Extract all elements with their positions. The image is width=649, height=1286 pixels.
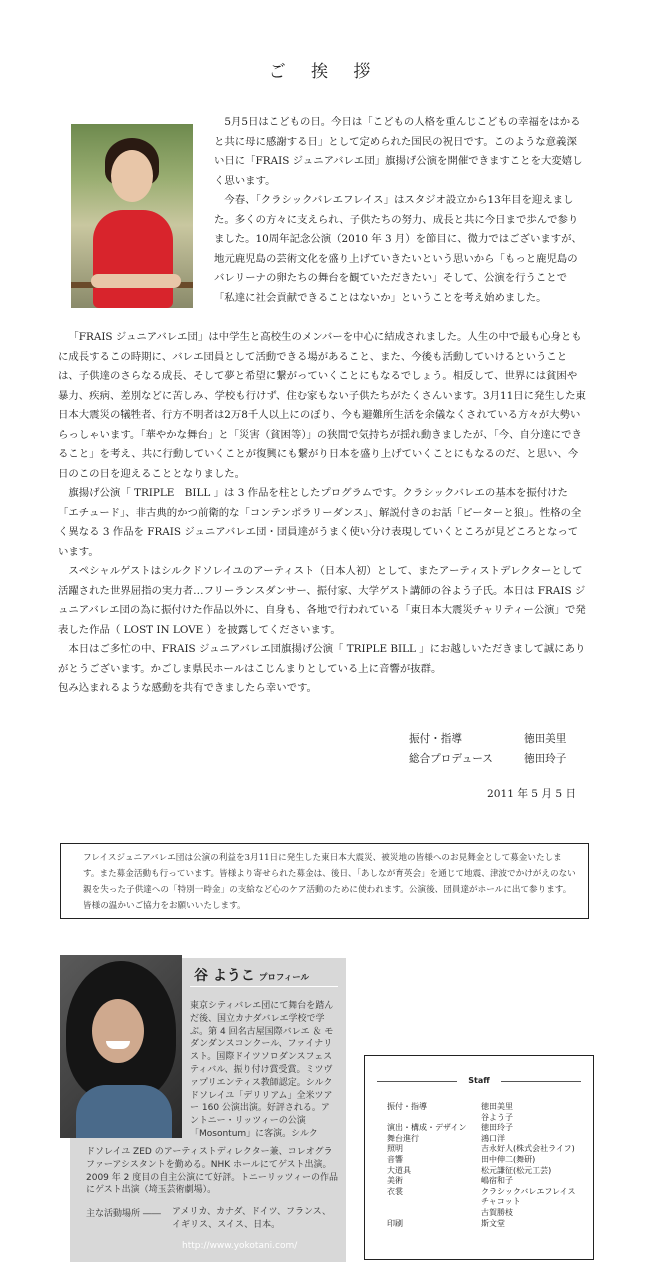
- greeting-paragraph: 旗揚げ公演「 TRIPLE BILL 」は 3 作品を柱としたプログラムです。クラシックバレエの基本を振付けた「エチュード」、非古典的かつ前衛的な「コンテンポラリーダンス」、解説付きのお話「ピーターと狼」。性格の全く異なる 3 作品を FRAIS ジュニアバレエ団・団員達がうまく使い分け表現していくところが見どころとなっています。: [58, 487, 582, 558]
- staff-row: [387, 1197, 587, 1208]
- donation-notice: フレイスジュニアバレエ団は公演の利益を3月11日に発生した東日本大震災、被災地の皆様へのお見舞金として募金いたします。また募金活動も行っています。皆様より寄せられた募金は、後日、「あしなが育英会」を通じて地震、津波でかけがえのない親を失った子供達への「特別一時金」の支給など心のケア活動のために使われます。公演後、団員達がホールに出て参ります。皆様の温かいご協力をお願いいたします。: [60, 843, 589, 919]
- staff-name: 谷よう子: [481, 1112, 513, 1122]
- staff-role: 印刷: [387, 1218, 403, 1228]
- staff-row: [387, 1123, 587, 1134]
- profile-bio: 東京シティバレエ団にて舞台を踏んだ後、国立カナダバレエ学校で学ぶ。第 4 回名古屋国際バレエ ＆ モダンダンスコンクール、ファイナリスト。国際ドイツソロダンスフェスティバル、振り付け賞受賞。ミツヴァプリエンティス教師認定。シルクドソレイユ「デリリアム」全米ツアー 160 公演出演。好評される。アントニー・リッツィーの公演「Mosontum」に客演。シルク: [190, 1001, 334, 1139]
- staff-name: 嶋宿和子: [481, 1176, 513, 1186]
- signature-role: 振付・指導: [409, 733, 462, 745]
- staff-role: 振付・指導: [387, 1102, 427, 1111]
- greeting-paragraph: 5月5日はこどもの日。今日は「こどもの人格を重んじこどもの幸福をはかると共に母に感謝する日」として定められた国民の祝日です。このような意義深い日に「FRAIS ジュニアバレエ団」旗揚げ公演を開催できますことを大変嬉しく思います。: [214, 116, 583, 187]
- date: 2011 年 5 月 5 日: [487, 788, 577, 800]
- profile-label: プロフィール: [258, 973, 310, 983]
- staff-role: 衣裳: [387, 1186, 403, 1196]
- staff-name: 田中伸二(舞研): [481, 1154, 536, 1164]
- staff-role: [387, 1208, 481, 1219]
- guest-photo: [60, 955, 182, 1138]
- staff-name: 松元謙征(松元工芸): [481, 1165, 552, 1175]
- staff-heading: Staff: [377, 1076, 581, 1085]
- staff-role: [387, 1197, 481, 1208]
- greeting-main: [58, 328, 586, 699]
- staff-name: チャコット: [481, 1197, 521, 1207]
- staff-name: 徳田美里: [481, 1102, 513, 1111]
- staff-role: [387, 1113, 481, 1124]
- greeting-paragraph: 包み込まれるような感動を共有できましたら幸いです。: [58, 682, 317, 694]
- staff-name: 徳田玲子: [481, 1123, 513, 1133]
- activities-list: アメリカ、カナダ、ドイツ、フランス、イギリス、スイス、日本。: [172, 1207, 331, 1230]
- staff-role: 舞台進行: [387, 1133, 419, 1143]
- ballerina-photo: [71, 124, 193, 308]
- signature-name: 徳田玲子: [524, 753, 567, 765]
- profile-name: [194, 965, 309, 985]
- greeting-paragraph: スペシャルゲストはシルクドソレイユのアーティスト（日本人初）として、またアーティストデレクターとして活躍された世界屈指の実力者…フリーランスダンサー、振付家、大学ゲスト講師の谷よう子氏。本日は FRAIS ジュニアバレエ団の為に振付けた作品以外に、自身も、各地で行われている「東日本大震災チャリティー公演」で発表した作品（ LOST IN LOVE ）を披露してくださいます。: [58, 565, 586, 636]
- staff-list: [387, 1102, 587, 1229]
- divider: [190, 986, 338, 987]
- staff-role: 美術: [387, 1176, 403, 1186]
- greeting-intro: [214, 113, 586, 308]
- staff-name: クラシックバレエフレイス: [481, 1186, 576, 1196]
- profile-url[interactable]: http://www.yokotani.com/: [182, 1241, 298, 1251]
- activities-label: 主な活動場所 ――: [86, 1209, 161, 1219]
- staff-name: 古賀勝枝: [481, 1207, 513, 1217]
- page-title: ご 挨 拶: [268, 62, 381, 82]
- staff-row: [387, 1102, 587, 1113]
- greeting-paragraph: 「FRAIS ジュニアバレエ団」は中学生と高校生のメンバーを中心に結成されました。人生の中で最も心身ともに成長するこの時期に、バレエ団員として活動できる場があること、また、今後も活動していけるということは、子供達のさらなる成長、そして夢と希望に繋がっていくことにもなるでしょう。相反して、世界には貧困や暴力、疾病、差別などに苦しみ、学校も行けず、住む家もない子供たちがたくさんいます。3月11日に発生した東日本大震災の犠牲者、行方不明者は2万8千人以上にのぼり、今も避難所生活を余儀なくされている方々が大勢いらっしゃいます。「華やかな舞台」と「災害（貧困等）」の狭間で気持ちが揺れ動きましたが、「今、自分達にできること」を考え、共に行動していくことが復興にも繋がり日本を盛り上げていくことにもなるのだ、と思い、今日のこの日を迎えることとなりました。: [58, 331, 586, 480]
- staff-role: 照明: [387, 1144, 403, 1154]
- staff-row: [387, 1208, 587, 1219]
- signature-name: 徳田美里: [524, 733, 567, 745]
- profile-name-text: 谷 ようこ: [194, 968, 255, 984]
- staff-row: [387, 1166, 587, 1177]
- staff-name: 斯文堂: [481, 1218, 505, 1228]
- staff-row: [387, 1113, 587, 1124]
- staff-row: [387, 1219, 587, 1230]
- greeting-paragraph: 今春、「クラシックバレエフレイス」はスタジオ設立から13年目を迎えました。多くの方々に支えられ、子供たちの努力、成長と共に今日まで歩んで参りました。10周年記念公演（2010 年 3 月）を節目に、微力ではございますが、地元鹿児島の芸術文化を盛り上げていきたいという思いから「もっと鹿児島のバレリーナの卵たちの舞台を観ていただきたい」そして、公演を行うことで「私達に社会貢献できることはないか」ということを考え始めました。: [214, 194, 582, 304]
- staff-row: [387, 1187, 587, 1198]
- staff-role: 演出・構成・デザイン: [387, 1123, 467, 1133]
- staff-role: 大道具: [387, 1165, 411, 1175]
- profile-bio-continued: ドソレイユ ZED のアーティストディレクター兼、コレオグラファーアシスタントを勤める。NHK ホールにてゲスト出演。2009 年 2 度目の自主公演にて好評。トニーリッツィーの作品にゲスト出演（埼玉芸術劇場）。: [86, 1147, 338, 1196]
- signature-role: 総合プロデュース: [409, 753, 493, 765]
- staff-role: 音響: [387, 1154, 403, 1164]
- staff-box: [364, 1055, 594, 1260]
- staff-row: [387, 1144, 587, 1155]
- staff-name: 鴻口洋: [481, 1133, 505, 1143]
- greeting-paragraph: 本日はご多忙の中、FRAIS ジュニアバレエ団旗揚げ公演「 TRIPLE BILL 」にお越しいただきまして誠にありがとうございます。かごしま県民ホールはこじんまりとしている上に音響が抜群。: [58, 643, 586, 675]
- staff-row: [387, 1176, 587, 1187]
- staff-row: [387, 1155, 587, 1166]
- staff-row: [387, 1134, 587, 1145]
- staff-name: 吉永好人(株式会社ライフ): [481, 1144, 575, 1154]
